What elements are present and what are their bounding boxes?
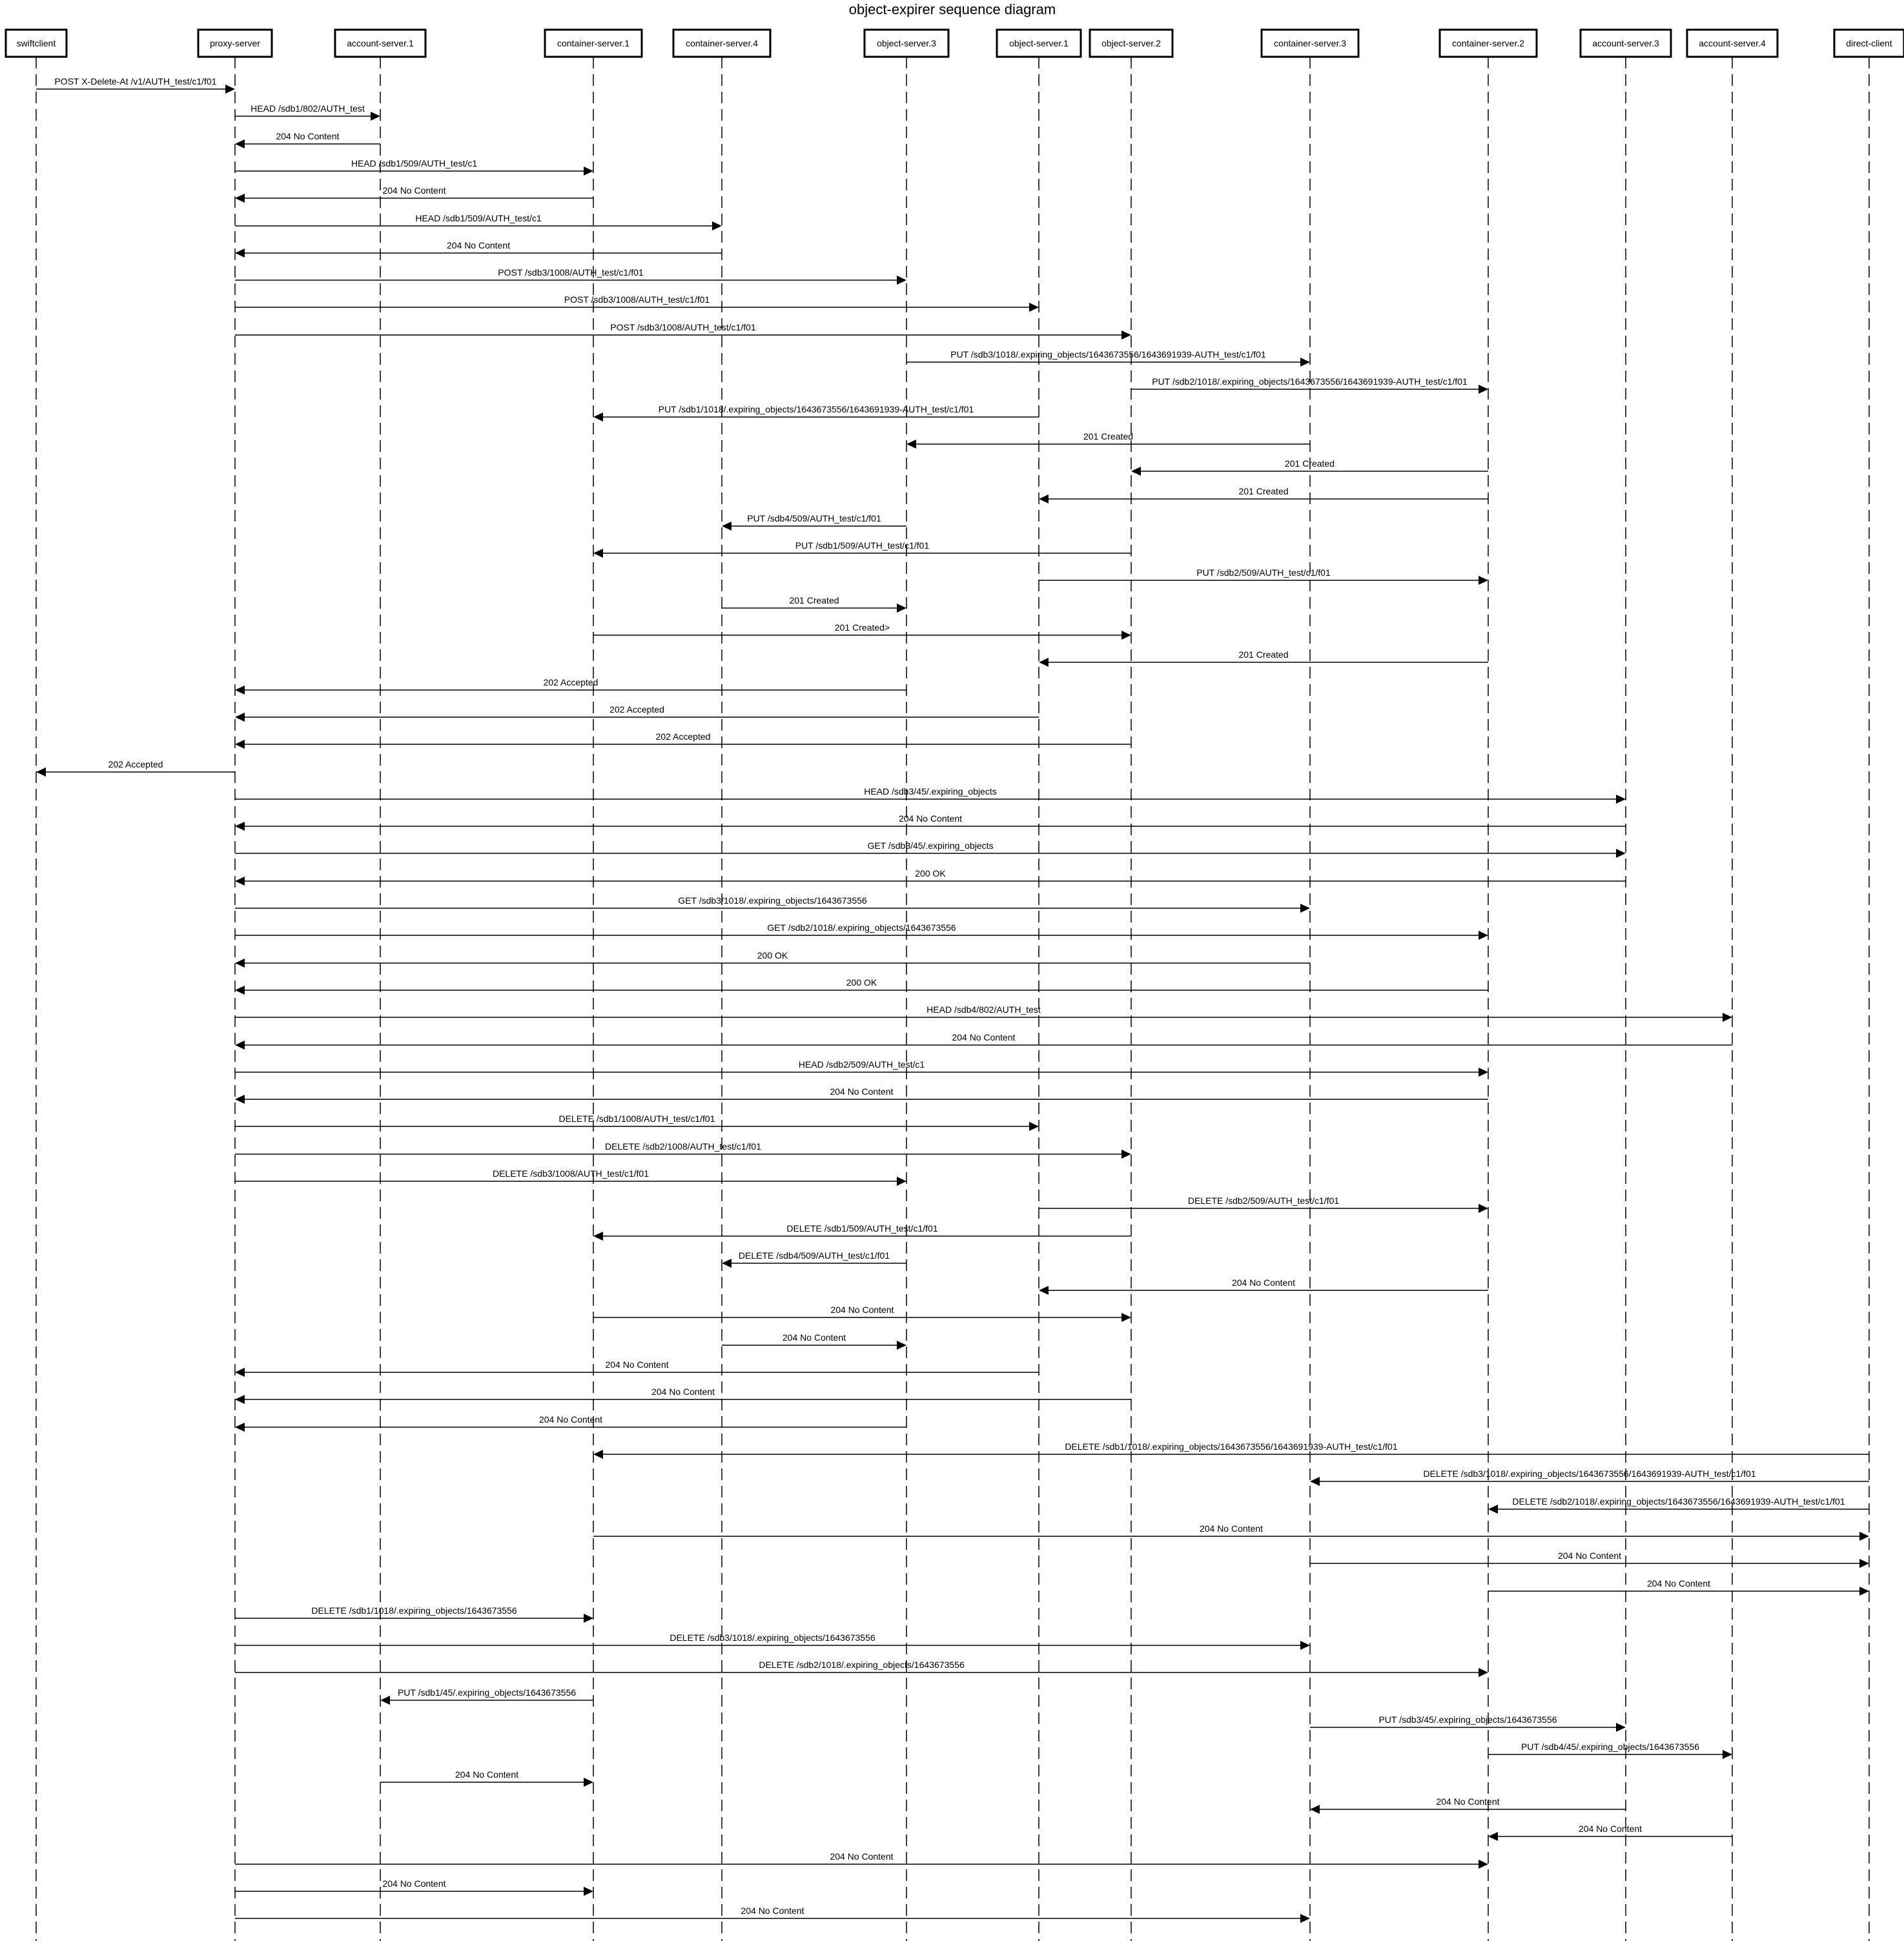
actor-object-server-1	[997, 30, 1081, 57]
actor-label: object-server.2	[1101, 38, 1161, 48]
message-label: DELETE /sdb2/1008/AUTH_test/c1/f01	[604, 1141, 762, 1152]
message-label: PUT /sdb1/509/AUTH_test/c1/f01	[795, 540, 930, 551]
message-label: POST X-Delete-At /v1/AUTH_test/c1/f01	[54, 76, 217, 86]
message-label: 204 No Content	[446, 240, 511, 250]
message-label: HEAD /sdb3/45/.expiring_objects	[864, 786, 997, 797]
actor-label: account-server.3	[1592, 38, 1659, 48]
actor-account-server-1	[335, 30, 425, 57]
message-label: 204 No Content	[382, 1878, 446, 1889]
message-label: DELETE /sdb2/509/AUTH_test/c1/f01	[1187, 1195, 1340, 1206]
actor-label: container-server.3	[1273, 38, 1347, 48]
message-label: GET /sdb2/1018/.expiring_objects/1643673556	[767, 922, 956, 933]
actor-proxy-server	[198, 30, 272, 57]
message-label: 201 Created	[1238, 649, 1289, 660]
message-label: 204 No Content	[276, 131, 340, 141]
message-label: PUT /sdb2/509/AUTH_test/c1/f01	[1196, 567, 1331, 578]
actor-object-server-3	[865, 30, 948, 57]
actor-label: direct-client	[1846, 38, 1892, 48]
message-label: DELETE /sdb4/509/AUTH_test/c1/f01	[738, 1250, 890, 1261]
message-label: 202 Accepted	[543, 677, 599, 687]
actor-label: object-server.3	[877, 38, 936, 48]
message-label: 201 Created	[1284, 458, 1335, 469]
actor-label: container-server.2	[1451, 38, 1525, 48]
message-label: DELETE /sdb1/1018/.expiring_objects/1643673556/1643691939-AUTH_test/c1/f01	[1065, 1441, 1398, 1452]
message-label: 204 No Content	[1578, 1824, 1643, 1834]
actor-direct-client	[1834, 30, 1904, 57]
message-label: DELETE /sdb1/1018/.expiring_objects/1643673556	[311, 1605, 517, 1616]
message-label: 200 OK	[757, 950, 788, 960]
actor-swiftclient	[6, 30, 67, 57]
message-label: 204 No Content	[782, 1332, 846, 1343]
message-label: HEAD /sdb2/509/AUTH_test/c1	[798, 1059, 925, 1070]
message-label: 204 No Content	[898, 813, 963, 824]
message-label: DELETE /sdb1/509/AUTH_test/c1/f01	[786, 1223, 938, 1234]
actor-object-server-2	[1090, 30, 1172, 57]
message-label: DELETE /sdb3/1018/.expiring_objects/1643673556/1643691939-AUTH_test/c1/f01	[1423, 1468, 1756, 1479]
message-label: 204 No Content	[952, 1032, 1016, 1042]
actor-container-server-2	[1440, 30, 1537, 57]
message-label: 204 No Content	[830, 1086, 894, 1097]
message-label: 204 No Content	[1646, 1578, 1711, 1589]
message-label: PUT /sdb1/45/.expiring_objects/1643673556	[397, 1687, 577, 1698]
message-label: DELETE /sdb3/1018/.expiring_objects/1643673556	[670, 1632, 875, 1643]
message-label: PUT /sdb3/45/.expiring_objects/1643673556	[1378, 1714, 1557, 1725]
message-label: POST /sdb3/1008/AUTH_test/c1/f01	[564, 294, 710, 305]
message-label: 200 OK	[846, 977, 877, 988]
message-label: 204 No Content	[830, 1851, 894, 1862]
message-label: DELETE /sdb2/1018/.expiring_objects/1643673556	[759, 1660, 965, 1670]
message-label: 200 OK	[915, 868, 946, 879]
message-label: PUT /sdb2/1018/.expiring_objects/1643673556/1643691939-AUTH_test/c1/f01	[1152, 376, 1468, 387]
message-label: 201 Created	[1238, 486, 1289, 496]
message-label: PUT /sdb1/1018/.expiring_objects/1643673556/1643691939-AUTH_test/c1/f01	[658, 404, 974, 414]
message-label: HEAD /sdb1/509/AUTH_test/c1	[351, 158, 478, 168]
actor-label: swiftclient	[16, 38, 56, 48]
message-label: 204 No Content	[1199, 1523, 1264, 1534]
message-label: DELETE /sdb3/1008/AUTH_test/c1/f01	[492, 1168, 650, 1179]
diagram-title: object-expirer sequence diagram	[848, 1, 1056, 17]
message-label: PUT /sdb3/1018/.expiring_objects/1643673556/1643691939-AUTH_test/c1/f01	[950, 349, 1266, 360]
actor-label: proxy-server	[210, 38, 260, 48]
message-label: GET /sdb3/1018/.expiring_objects/1643673556	[678, 895, 867, 906]
message-label: HEAD /sdb1/802/AUTH_test	[251, 103, 365, 114]
message-label: 201 Created	[1083, 431, 1134, 442]
actor-account-server-4	[1687, 30, 1777, 57]
message-label: 202 Accepted	[609, 704, 664, 715]
actor-container-server-1	[545, 30, 642, 57]
message-label: 204 No Content	[830, 1305, 894, 1315]
message-label: HEAD /sdb4/802/AUTH_test	[926, 1004, 1041, 1015]
actor-label: container-server.4	[685, 38, 759, 48]
message-label: HEAD /sdb1/509/AUTH_test/c1	[415, 213, 542, 223]
actor-container-server-4	[673, 30, 770, 57]
message-label: POST /sdb3/1008/AUTH_test/c1/f01	[498, 267, 644, 278]
message-label: 204 No Content	[741, 1905, 804, 1916]
message-label: DELETE /sdb1/1008/AUTH_test/c1/f01	[558, 1113, 715, 1124]
message-label: 202 Accepted	[108, 759, 163, 769]
message-label: PUT /sdb4/509/AUTH_test/c1/f01	[747, 513, 881, 523]
actor-container-server-3	[1262, 30, 1358, 57]
actor-account-server-3	[1581, 30, 1671, 57]
message-label: 204 No Content	[1231, 1277, 1296, 1288]
message-label: 204 No Content	[455, 1769, 519, 1780]
message-label: 204 No Content	[651, 1387, 715, 1397]
message-label: 204 No Content	[605, 1359, 669, 1370]
message-label: 204 No Content	[1557, 1550, 1622, 1561]
message-label: 204 No Content	[538, 1414, 603, 1425]
message-label: POST /sdb3/1008/AUTH_test/c1/f01	[610, 322, 756, 332]
message-label: PUT /sdb4/45/.expiring_objects/1643673556	[1520, 1742, 1700, 1752]
actor-label: container-server.1	[557, 38, 630, 48]
message-label: DELETE /sdb2/1018/.expiring_objects/1643673556/1643691939-AUTH_test/c1/f01	[1512, 1496, 1845, 1507]
actor-label: account-server.4	[1699, 38, 1766, 48]
message-label: 204 No Content	[382, 185, 446, 196]
message-label: 201 Created	[789, 595, 839, 605]
message-label: 202 Accepted	[655, 731, 711, 742]
actor-label: account-server.1	[347, 38, 414, 48]
message-label: 201 Created>	[834, 622, 890, 633]
message-label: 204 No Content	[1436, 1796, 1500, 1807]
actor-label: object-server.1	[1009, 38, 1069, 48]
message-label: GET /sdb3/45/.expiring_objects	[867, 840, 994, 851]
